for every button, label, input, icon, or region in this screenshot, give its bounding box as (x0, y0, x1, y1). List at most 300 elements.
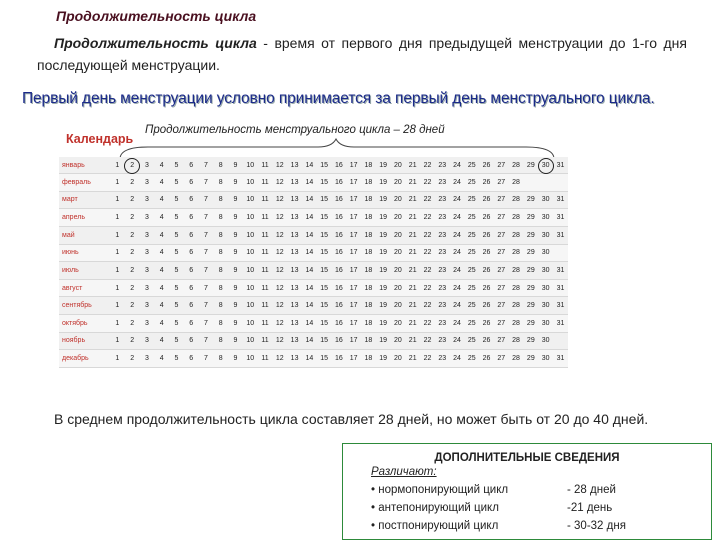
day-cell: 6 (184, 350, 199, 368)
day-cell: 24 (450, 226, 465, 244)
day-cell: 10 (243, 191, 258, 209)
day-cell: 27 (494, 191, 509, 209)
day-cell: 28 (509, 191, 524, 209)
day-cell: 14 (302, 157, 317, 174)
cycle-type-row (371, 484, 616, 496)
day-cell: 6 (184, 262, 199, 280)
day-cell: 21 (405, 191, 420, 209)
day-cell: 5 (169, 174, 184, 192)
day-cell: 8 (213, 157, 228, 174)
day-cell: 27 (494, 279, 509, 297)
cycle-type-value: - 28 дней (567, 484, 616, 496)
day-cell: 15 (317, 191, 332, 209)
day-cell: 28 (509, 332, 524, 350)
page-title: Продолжительность цикла (56, 8, 257, 24)
day-cell: 12 (272, 209, 287, 227)
day-cell: 20 (391, 262, 406, 280)
day-cell: 24 (450, 315, 465, 333)
day-cell: 27 (494, 174, 509, 192)
day-cell: 26 (479, 226, 494, 244)
day-cell (553, 244, 568, 262)
day-cell: 11 (258, 174, 273, 192)
day-cell: 22 (420, 297, 435, 315)
day-cell: 24 (450, 297, 465, 315)
day-cell: 31 (553, 350, 568, 368)
day-cell: 31 (553, 297, 568, 315)
day-cell: 7 (199, 297, 214, 315)
day-cell: 29 (523, 157, 538, 174)
day-cell: 7 (199, 332, 214, 350)
day-cell: 27 (494, 350, 509, 368)
day-cell: 1 (110, 226, 125, 244)
day-cell: 31 (553, 157, 568, 174)
day-cell: 31 (553, 226, 568, 244)
day-cell: 1 (110, 157, 125, 174)
day-cell: 19 (376, 209, 391, 227)
day-cell: 10 (243, 332, 258, 350)
day-cell: 16 (331, 262, 346, 280)
day-cell: 28 (509, 297, 524, 315)
day-cell: 26 (479, 157, 494, 174)
day-cell: 24 (450, 350, 465, 368)
day-cell: 14 (302, 209, 317, 227)
day-cell: 30 (538, 350, 553, 368)
day-cell: 14 (302, 191, 317, 209)
highlight-circle (538, 158, 554, 174)
day-cell: 30 (538, 262, 553, 280)
day-cell: 12 (272, 174, 287, 192)
day-cell: 19 (376, 332, 391, 350)
day-cell: 8 (213, 297, 228, 315)
day-cell: 22 (420, 315, 435, 333)
day-cell: 24 (450, 279, 465, 297)
day-cell: 17 (346, 279, 361, 297)
day-cell: 3 (140, 191, 155, 209)
day-cell: 26 (479, 209, 494, 227)
day-cell: 9 (228, 297, 243, 315)
day-cell: 25 (464, 244, 479, 262)
day-cell: 8 (213, 174, 228, 192)
day-cell: 1 (110, 350, 125, 368)
day-cell: 20 (391, 244, 406, 262)
day-cell: 2 (125, 157, 140, 174)
day-cell: 10 (243, 350, 258, 368)
day-cell: 22 (420, 244, 435, 262)
day-cell: 19 (376, 297, 391, 315)
day-cell: 18 (361, 157, 376, 174)
day-cell: 26 (479, 350, 494, 368)
day-cell: 22 (420, 191, 435, 209)
day-cell: 8 (213, 279, 228, 297)
day-cell: 23 (435, 244, 450, 262)
day-cell (553, 174, 568, 192)
day-cell (553, 332, 568, 350)
definition-term: Продолжительность цикла (54, 35, 257, 51)
day-cell: 1 (110, 209, 125, 227)
day-cell: 21 (405, 332, 420, 350)
calendar-row (59, 279, 568, 297)
day-cell: 26 (479, 297, 494, 315)
day-cell: 16 (331, 191, 346, 209)
day-cell: 19 (376, 191, 391, 209)
day-cell: 16 (331, 297, 346, 315)
day-cell: 15 (317, 279, 332, 297)
day-cell: 5 (169, 350, 184, 368)
day-cell: 15 (317, 209, 332, 227)
day-cell: 13 (287, 262, 302, 280)
day-cell: 4 (154, 332, 169, 350)
day-cell: 23 (435, 209, 450, 227)
day-cell: 12 (272, 297, 287, 315)
day-cell: 15 (317, 332, 332, 350)
day-cell: 2 (125, 332, 140, 350)
day-cell: 26 (479, 244, 494, 262)
day-cell: 28 (509, 157, 524, 174)
day-cell: 30 (538, 209, 553, 227)
day-cell: 4 (154, 279, 169, 297)
day-cell: 8 (213, 332, 228, 350)
day-cell: 1 (110, 191, 125, 209)
day-cell: 17 (346, 191, 361, 209)
day-cell: 30 (538, 244, 553, 262)
day-cell: 6 (184, 297, 199, 315)
day-cell: 6 (184, 191, 199, 209)
day-cell: 13 (287, 297, 302, 315)
day-cell: 12 (272, 226, 287, 244)
day-cell: 2 (125, 244, 140, 262)
day-cell: 28 (509, 279, 524, 297)
month-name: ноябрь (59, 332, 110, 350)
day-cell: 25 (464, 350, 479, 368)
day-cell: 4 (154, 297, 169, 315)
day-cell: 13 (287, 174, 302, 192)
calendar-label: Календарь (66, 132, 134, 146)
day-cell: 23 (435, 279, 450, 297)
day-cell: 15 (317, 226, 332, 244)
day-cell: 7 (199, 350, 214, 368)
info-box (342, 443, 712, 540)
day-cell: 18 (361, 191, 376, 209)
day-cell: 2 (125, 209, 140, 227)
day-cell: 9 (228, 315, 243, 333)
day-cell: 7 (199, 226, 214, 244)
day-cell: 31 (553, 279, 568, 297)
day-cell: 30 (538, 332, 553, 350)
day-cell: 15 (317, 157, 332, 174)
cycle-length-label: Продолжительность менструального цикла – 28 дней (145, 124, 445, 136)
calendar-table (59, 157, 568, 368)
day-cell: 10 (243, 209, 258, 227)
definition-paragraph (37, 32, 687, 76)
day-cell: 5 (169, 315, 184, 333)
day-cell: 5 (169, 209, 184, 227)
day-cell: 18 (361, 209, 376, 227)
day-cell: 11 (258, 315, 273, 333)
day-cell: 22 (420, 209, 435, 227)
day-cell: 30 (538, 191, 553, 209)
day-cell: 28 (509, 226, 524, 244)
day-cell: 17 (346, 226, 361, 244)
day-cell: 2 (125, 226, 140, 244)
calendar-row (59, 315, 568, 333)
day-cell: 17 (346, 350, 361, 368)
calendar-row (59, 350, 568, 368)
month-name: май (59, 226, 110, 244)
day-cell: 28 (509, 174, 524, 192)
day-cell: 3 (140, 174, 155, 192)
day-cell: 27 (494, 157, 509, 174)
day-cell: 13 (287, 209, 302, 227)
day-cell: 29 (523, 350, 538, 368)
month-name: сентябрь (59, 297, 110, 315)
day-cell: 24 (450, 174, 465, 192)
day-cell: 26 (479, 262, 494, 280)
day-cell: 30 (538, 157, 553, 174)
day-cell: 13 (287, 191, 302, 209)
day-cell: 27 (494, 209, 509, 227)
day-cell: 20 (391, 191, 406, 209)
day-cell: 4 (154, 262, 169, 280)
calendar-row (59, 191, 568, 209)
day-cell: 24 (450, 157, 465, 174)
cycle-type-row (371, 502, 613, 514)
day-cell: 23 (435, 350, 450, 368)
day-cell: 15 (317, 297, 332, 315)
day-cell: 15 (317, 350, 332, 368)
day-cell: 3 (140, 226, 155, 244)
day-cell: 31 (553, 191, 568, 209)
cycle-type-row (371, 520, 626, 532)
day-cell: 29 (523, 226, 538, 244)
day-cell: 29 (523, 297, 538, 315)
day-cell: 30 (538, 226, 553, 244)
calendar-row (59, 244, 568, 262)
day-cell: 20 (391, 209, 406, 227)
day-cell: 13 (287, 279, 302, 297)
day-cell: 29 (523, 244, 538, 262)
day-cell: 18 (361, 297, 376, 315)
day-cell: 3 (140, 279, 155, 297)
day-cell: 19 (376, 262, 391, 280)
day-cell: 24 (450, 209, 465, 227)
day-cell: 22 (420, 332, 435, 350)
day-cell: 11 (258, 209, 273, 227)
day-cell: 9 (228, 157, 243, 174)
day-cell: 3 (140, 209, 155, 227)
day-cell: 2 (125, 262, 140, 280)
day-cell: 6 (184, 226, 199, 244)
day-cell: 5 (169, 332, 184, 350)
day-cell: 26 (479, 315, 494, 333)
calendar (59, 157, 568, 368)
day-cell: 26 (479, 191, 494, 209)
day-cell: 24 (450, 191, 465, 209)
day-cell: 9 (228, 244, 243, 262)
month-name: февраль (59, 174, 110, 192)
day-cell: 8 (213, 209, 228, 227)
day-cell: 20 (391, 226, 406, 244)
day-cell: 21 (405, 262, 420, 280)
day-cell: 12 (272, 350, 287, 368)
day-cell: 7 (199, 209, 214, 227)
day-cell: 20 (391, 297, 406, 315)
day-cell: 13 (287, 226, 302, 244)
day-cell: 19 (376, 226, 391, 244)
day-cell: 16 (331, 350, 346, 368)
day-cell: 22 (420, 157, 435, 174)
day-cell: 1 (110, 244, 125, 262)
day-cell: 19 (376, 350, 391, 368)
day-cell: 12 (272, 244, 287, 262)
day-cell: 3 (140, 332, 155, 350)
day-cell: 1 (110, 262, 125, 280)
day-cell: 5 (169, 244, 184, 262)
month-name: июнь (59, 244, 110, 262)
day-cell: 10 (243, 157, 258, 174)
day-cell: 2 (125, 297, 140, 315)
day-cell: 28 (509, 350, 524, 368)
day-cell: 7 (199, 262, 214, 280)
day-cell: 2 (125, 191, 140, 209)
day-cell: 5 (169, 262, 184, 280)
day-cell: 9 (228, 209, 243, 227)
day-cell: 23 (435, 332, 450, 350)
day-cell: 4 (154, 244, 169, 262)
day-cell: 16 (331, 332, 346, 350)
day-cell: 20 (391, 279, 406, 297)
day-cell: 3 (140, 157, 155, 174)
day-cell: 8 (213, 244, 228, 262)
day-cell: 28 (509, 315, 524, 333)
day-cell: 26 (479, 279, 494, 297)
day-cell: 24 (450, 244, 465, 262)
day-cell: 4 (154, 350, 169, 368)
day-cell: 28 (509, 262, 524, 280)
day-cell: 4 (154, 157, 169, 174)
day-cell: 15 (317, 262, 332, 280)
month-name: апрель (59, 209, 110, 227)
day-cell: 2 (125, 279, 140, 297)
day-cell: 18 (361, 174, 376, 192)
month-name: октябрь (59, 315, 110, 333)
day-cell: 24 (450, 262, 465, 280)
day-cell: 5 (169, 226, 184, 244)
day-cell: 8 (213, 191, 228, 209)
day-cell: 31 (553, 262, 568, 280)
calendar-row (59, 174, 568, 192)
day-cell: 23 (435, 226, 450, 244)
day-cell: 1 (110, 315, 125, 333)
day-cell: 5 (169, 191, 184, 209)
day-cell: 13 (287, 315, 302, 333)
day-cell: 14 (302, 226, 317, 244)
day-cell: 17 (346, 297, 361, 315)
day-cell: 5 (169, 297, 184, 315)
day-cell: 2 (125, 350, 140, 368)
day-cell: 24 (450, 332, 465, 350)
day-cell: 22 (420, 174, 435, 192)
day-cell: 6 (184, 315, 199, 333)
day-cell: 30 (538, 279, 553, 297)
day-cell: 25 (464, 209, 479, 227)
month-name: август (59, 279, 110, 297)
day-cell: 11 (258, 297, 273, 315)
day-cell: 9 (228, 279, 243, 297)
day-cell: 6 (184, 332, 199, 350)
day-cell: 1 (110, 174, 125, 192)
day-cell: 16 (331, 244, 346, 262)
day-cell: 19 (376, 279, 391, 297)
day-cell: 21 (405, 297, 420, 315)
day-cell: 25 (464, 226, 479, 244)
day-cell: 14 (302, 262, 317, 280)
cycle-type-label: • антепонирующий цикл (371, 502, 499, 514)
day-cell: 11 (258, 332, 273, 350)
day-cell: 1 (110, 297, 125, 315)
day-cell: 25 (464, 332, 479, 350)
day-cell: 20 (391, 332, 406, 350)
day-cell: 23 (435, 174, 450, 192)
day-cell: 11 (258, 244, 273, 262)
day-cell: 12 (272, 157, 287, 174)
day-cell: 17 (346, 157, 361, 174)
day-cell: 31 (553, 315, 568, 333)
average-paragraph: В среднем продолжительность цикла составляет 28 дней, но может быть от 20 до 40 дней. (54, 411, 649, 427)
day-cell: 18 (361, 350, 376, 368)
day-cell: 25 (464, 262, 479, 280)
day-cell: 8 (213, 315, 228, 333)
day-cell: 29 (523, 209, 538, 227)
day-cell: 27 (494, 244, 509, 262)
day-cell: 14 (302, 332, 317, 350)
day-cell: 9 (228, 191, 243, 209)
day-cell: 21 (405, 226, 420, 244)
day-cell: 18 (361, 226, 376, 244)
day-cell: 6 (184, 279, 199, 297)
definition-text: - время от первого дня предыдущей менструации до 1-го дня последующей менструации. (37, 35, 687, 73)
day-cell: 21 (405, 157, 420, 174)
day-cell: 29 (523, 279, 538, 297)
day-cell: 15 (317, 244, 332, 262)
calendar-row (59, 262, 568, 280)
day-cell: 11 (258, 191, 273, 209)
day-cell: 20 (391, 350, 406, 368)
day-cell (523, 174, 538, 192)
day-cell: 11 (258, 226, 273, 244)
day-cell: 2 (125, 315, 140, 333)
day-cell: 16 (331, 174, 346, 192)
day-cell: 28 (509, 244, 524, 262)
day-cell: 4 (154, 315, 169, 333)
day-cell: 1 (110, 332, 125, 350)
day-cell: 18 (361, 332, 376, 350)
day-cell: 7 (199, 191, 214, 209)
day-cell: 6 (184, 174, 199, 192)
day-cell: 29 (523, 262, 538, 280)
day-cell: 9 (228, 174, 243, 192)
day-cell: 4 (154, 191, 169, 209)
info-box-title: ДОПОЛНИТЕЛЬНЫЕ СВЕДЕНИЯ (434, 452, 620, 464)
day-cell (538, 174, 553, 192)
day-cell: 11 (258, 262, 273, 280)
day-cell: 17 (346, 244, 361, 262)
day-cell: 12 (272, 262, 287, 280)
day-cell: 9 (228, 350, 243, 368)
day-cell: 3 (140, 244, 155, 262)
day-cell: 17 (346, 262, 361, 280)
day-cell: 2 (125, 174, 140, 192)
highlight-circle (124, 158, 140, 174)
